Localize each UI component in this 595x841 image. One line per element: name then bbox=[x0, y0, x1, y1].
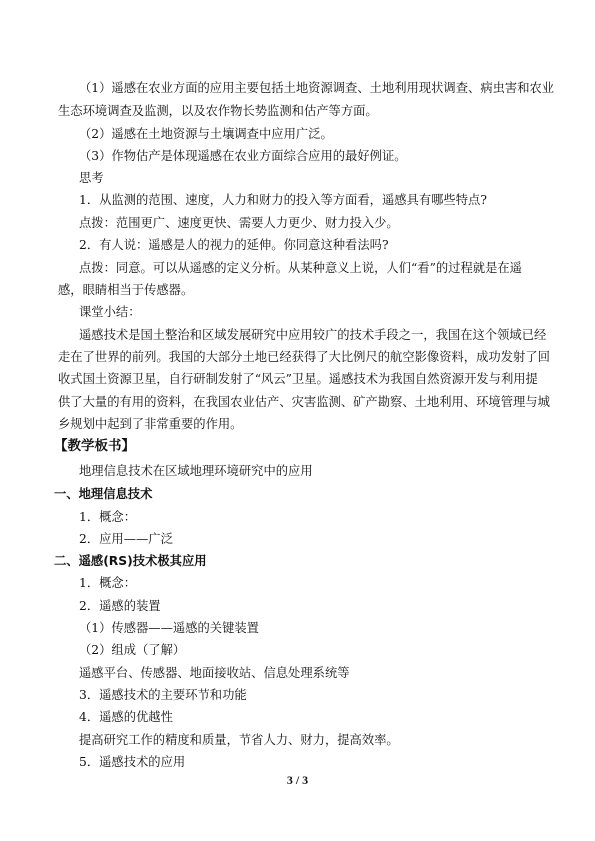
list-item: 2．遥感的装置 bbox=[79, 599, 161, 613]
paragraph-line: （3）作物估产是体现遥感在农业方面综合应用的最好例证。 bbox=[79, 149, 407, 163]
question-1: 1．从监测的范围、速度，人力和财力的投入等方面看，遥感具有哪些特点? bbox=[79, 193, 487, 207]
board-heading: 【教学板书】 bbox=[54, 438, 135, 454]
list-item-detail: 提高研究工作的精度和质量，节省人力、财力，提高效率。 bbox=[79, 733, 399, 747]
section-heading: 一、地理信息技术 bbox=[54, 487, 153, 501]
summary-label: 课堂小结： bbox=[79, 305, 141, 319]
paragraph-line: （2）遥感在土地资源与土壤调查中应用广泛。 bbox=[79, 127, 333, 141]
summary-line: 走在了世界的前列。我国的大部分土地已经获得了大比例尺的航空影像资料，成功发射了回 bbox=[58, 350, 550, 364]
section-heading: 二、遥感(RS)技术极其应用 bbox=[54, 554, 207, 568]
summary-line: 收式国土资源卫星，自行研制发射了“风云”卫星。遥感技术为我国自然资源开发与利用提 bbox=[58, 372, 538, 386]
summary-line: 遥感技术是国土整治和区域发展研究中应用较广的技术手段之一，我国在这个领域已经 bbox=[79, 328, 547, 342]
list-item: 4．遥感的优越性 bbox=[79, 710, 173, 724]
list-item: （1）传感器——遥感的关键装置 bbox=[79, 621, 259, 635]
question-2: 2．有人说：遥感是人的视力的延伸。你同意这种看法吗? bbox=[79, 238, 389, 252]
list-item: 1．概念： bbox=[79, 576, 137, 590]
list-item: 2．应用——广泛 bbox=[79, 532, 173, 546]
summary-line: 乡规划中起到了非常重要的作用。 bbox=[58, 417, 243, 431]
summary-line: 供了大量的有用的资料，在我国农业估产、灾害监测、矿产勘察、土地利用、环境管理与城 bbox=[58, 395, 550, 409]
board-title: 地理信息技术在区域地理环境研究中的应用 bbox=[79, 464, 313, 478]
list-item: 3．遥感技术的主要环节和功能 bbox=[79, 688, 247, 702]
list-item: 5．遥感技术的应用 bbox=[79, 755, 186, 769]
paragraph-line: 生态环境调查及监测，以及农作物长势监测和估产等方面。 bbox=[58, 104, 378, 118]
list-item-detail: 遥感平台、传感器、地面接收站、信息处理系统等 bbox=[79, 666, 350, 680]
paragraph-line: （1）遥感在农业方面的应用主要包括土地资源调查、土地利用现状调查、病虫害和农业 bbox=[79, 81, 555, 95]
list-item: 1．概念： bbox=[79, 510, 137, 524]
answer-1: 点拨：范围更广、速度更快、需要人力更少、财力投入少。 bbox=[79, 216, 399, 230]
answer-2: 点拨：同意。可以从遥感的定义分析。从某种意义上说，人们“看”的过程就是在遥 bbox=[79, 261, 522, 275]
answer-2-cont: 感，眼睛相当于传感器。 bbox=[58, 283, 194, 297]
think-label: 思考 bbox=[79, 171, 104, 185]
list-item: （2）组成（了解） bbox=[79, 643, 186, 657]
page-number: 3 / 3 bbox=[286, 773, 309, 787]
